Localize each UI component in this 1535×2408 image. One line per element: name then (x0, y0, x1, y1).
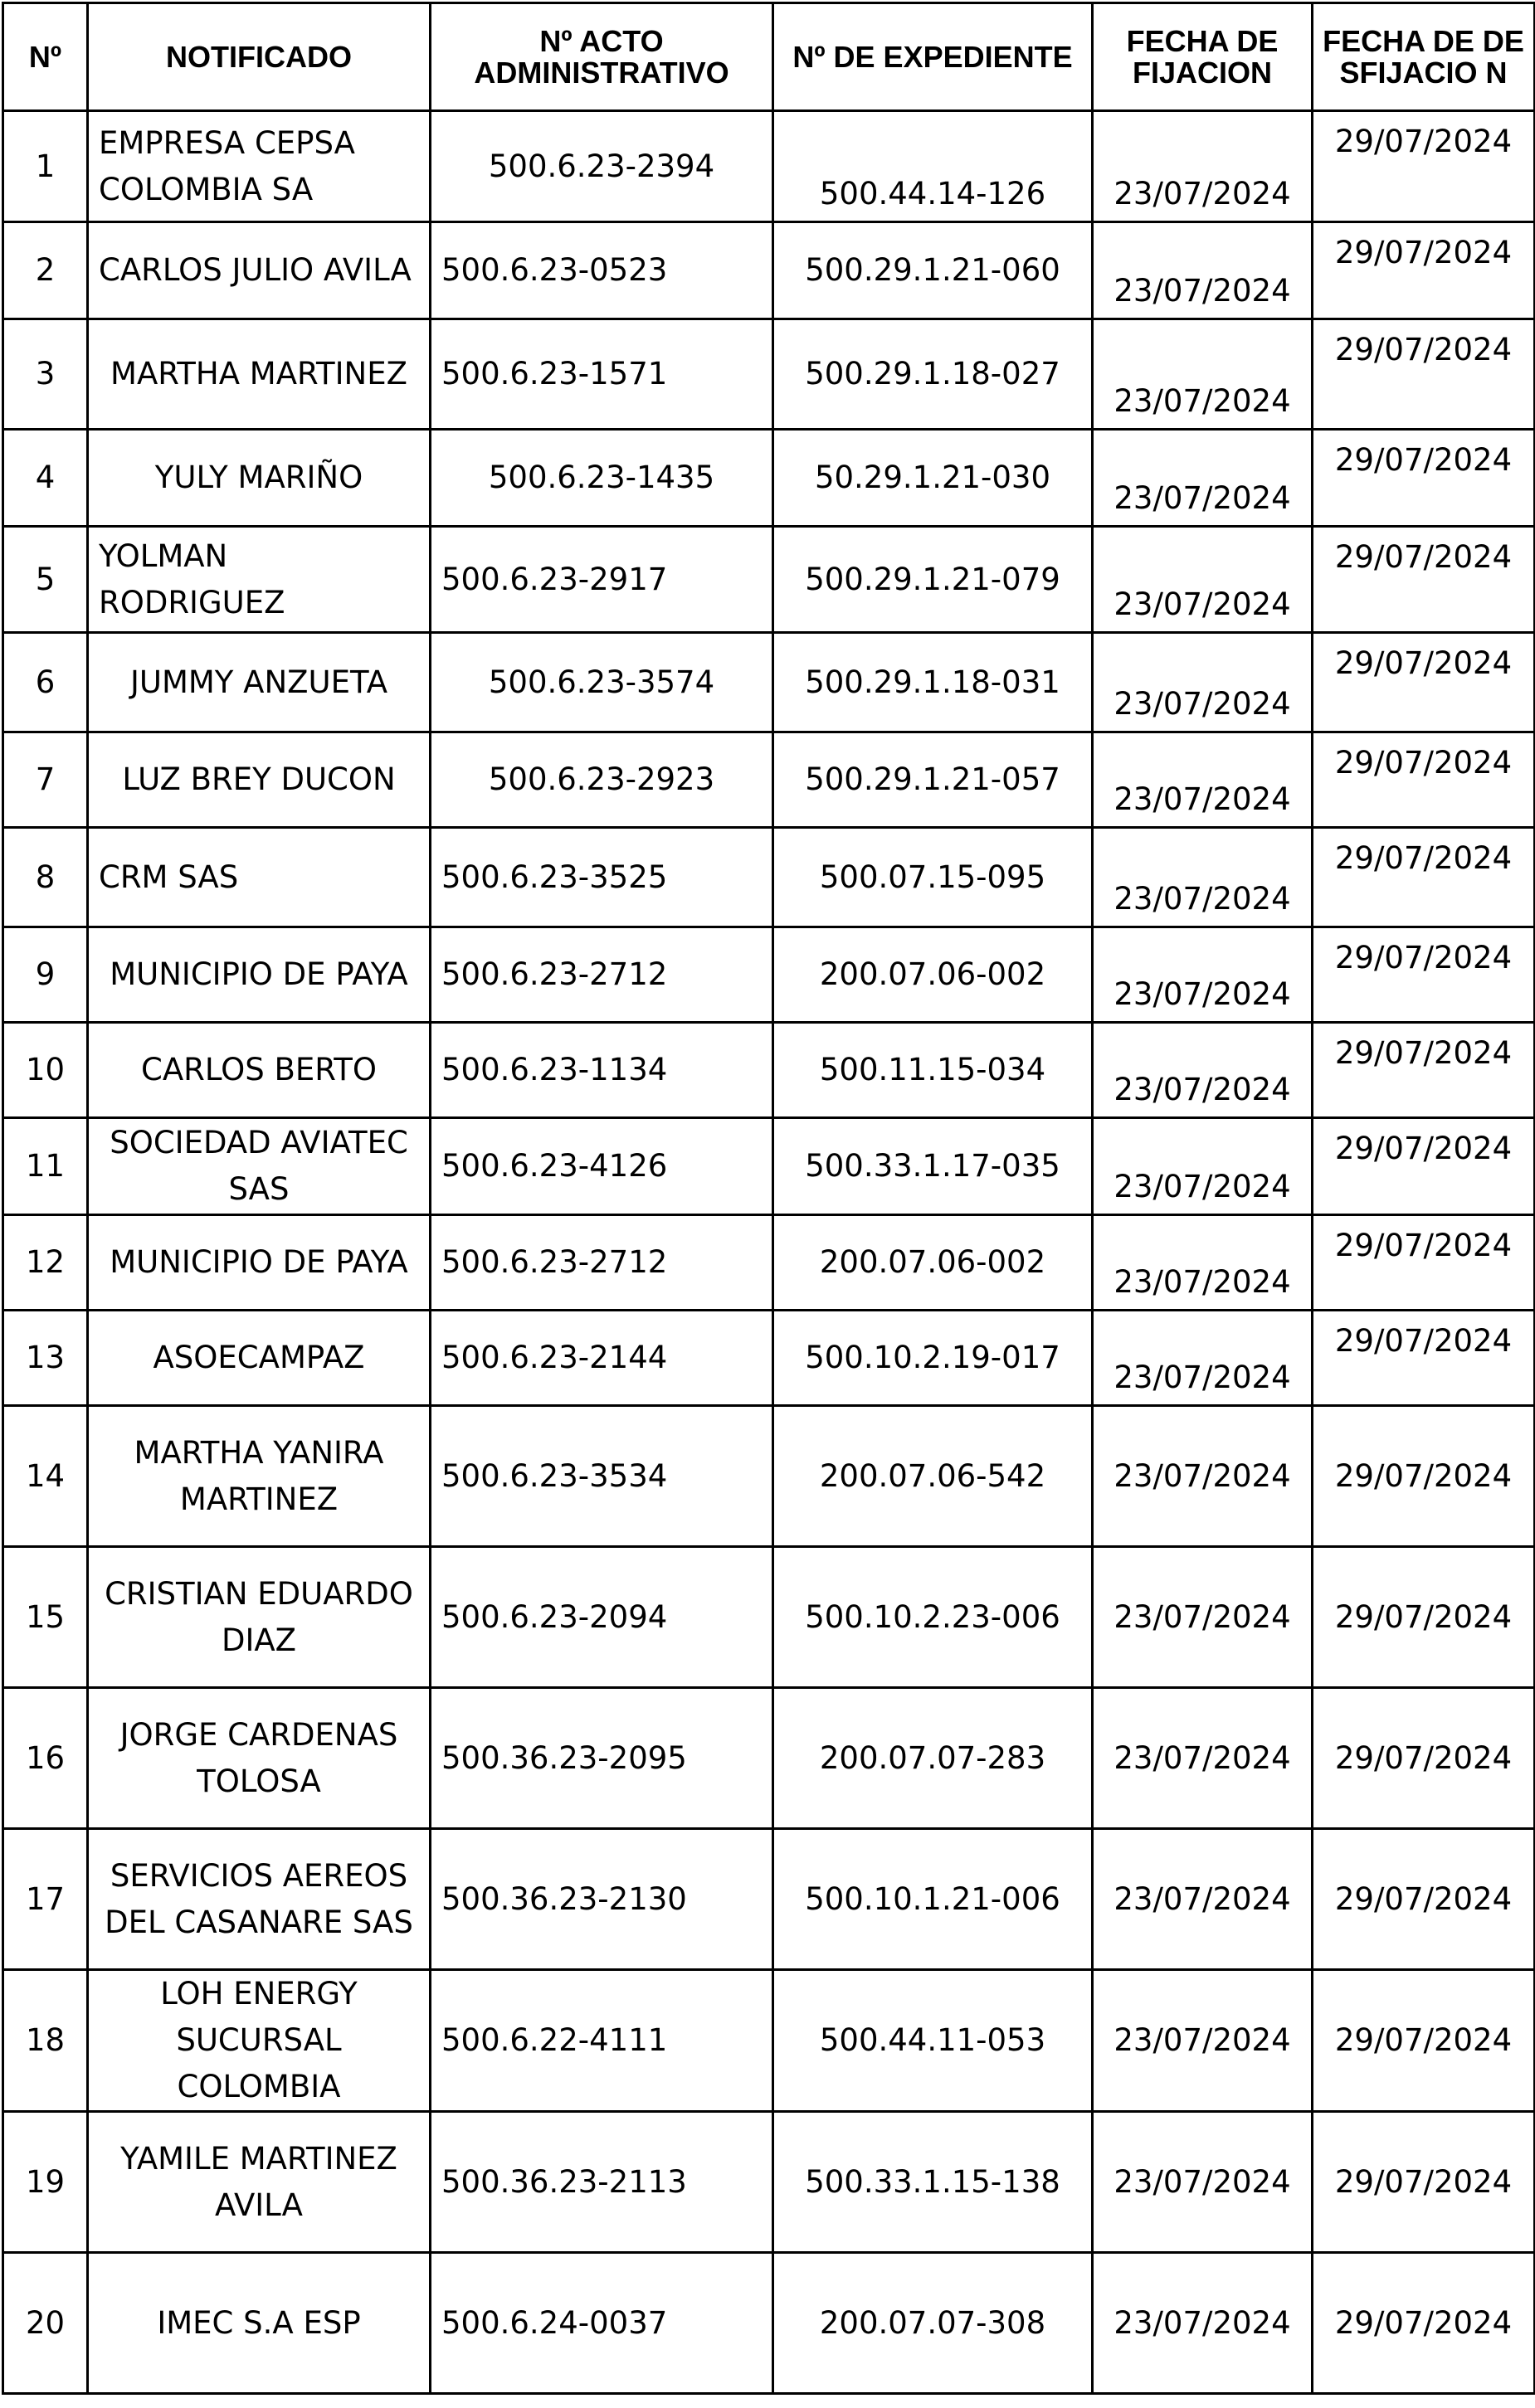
notificado-cell: CRISTIAN EDUARDO DIAZ (88, 1547, 431, 1688)
table-row (3, 2253, 1535, 2394)
fecha-desfijacion-cell: 29/07/2024 (1313, 927, 1535, 1023)
notification-table (2, 2, 1535, 2395)
notificado-cell: SOCIEDAD AVIATEC SAS (88, 1118, 431, 1215)
acto-cell: 500.36.23-2095 (431, 1688, 773, 1829)
expediente-cell: 500.33.1.15-138 (773, 2112, 1093, 2253)
acto-cell: 500.6.23-1571 (431, 319, 773, 430)
fecha-fijacion-cell: 23/07/2024 (1093, 1215, 1313, 1311)
table-row (3, 1118, 1535, 1215)
row-number: 20 (3, 2253, 88, 2394)
fecha-desfijacion-cell: 29/07/2024 (1313, 828, 1535, 927)
fecha-fijacion-cell: 23/07/2024 (1093, 633, 1313, 732)
expediente-cell: 500.29.1.18-027 (773, 319, 1093, 430)
row-number: 15 (3, 1547, 88, 1688)
fecha-desfijacion-cell: 29/07/2024 (1313, 2112, 1535, 2253)
fecha-desfijacion-cell: 29/07/2024 (1313, 1970, 1535, 2112)
row-number: 11 (3, 1118, 88, 1215)
notificado-cell: ASOECAMPAZ (88, 1311, 431, 1406)
table-row (3, 430, 1535, 527)
expediente-cell: 500.29.1.21-060 (773, 222, 1093, 319)
notificado-cell: MARTHA MARTINEZ (88, 319, 431, 430)
row-number: 4 (3, 430, 88, 527)
acto-cell: 500.6.23-2917 (431, 527, 773, 633)
table-header-row (3, 3, 1535, 111)
acto-cell: 500.6.23-1435 (431, 430, 773, 527)
fecha-desfijacion-cell: 29/07/2024 (1313, 111, 1535, 222)
acto-cell: 500.36.23-2113 (431, 2112, 773, 2253)
expediente-cell: 200.07.07-308 (773, 2253, 1093, 2394)
fecha-desfijacion-cell: 29/07/2024 (1313, 222, 1535, 319)
row-number: 7 (3, 732, 88, 828)
fecha-desfijacion-cell: 29/07/2024 (1313, 1118, 1535, 1215)
expediente-cell: 500.10.2.23-006 (773, 1547, 1093, 1688)
fecha-fijacion-cell: 23/07/2024 (1093, 1118, 1313, 1215)
fecha-desfijacion-cell: 29/07/2024 (1313, 1406, 1535, 1547)
table-row (3, 111, 1535, 222)
expediente-cell: 50.29.1.21-030 (773, 430, 1093, 527)
table-row (3, 1311, 1535, 1406)
notificado-cell: CARLOS BERTO (88, 1023, 431, 1118)
header-notificado: NOTIFICADO (88, 3, 431, 111)
notificado-cell: MUNICIPIO DE PAYA (88, 927, 431, 1023)
acto-cell: 500.6.23-0523 (431, 222, 773, 319)
expediente-cell: 200.07.06-542 (773, 1406, 1093, 1547)
fecha-fijacion-cell: 23/07/2024 (1093, 927, 1313, 1023)
row-number: 17 (3, 1829, 88, 1970)
acto-cell: 500.6.23-3574 (431, 633, 773, 732)
row-number: 8 (3, 828, 88, 927)
acto-cell: 500.6.23-3525 (431, 828, 773, 927)
table-row (3, 633, 1535, 732)
notificado-cell: YOLMAN RODRIGUEZ (88, 527, 431, 633)
fecha-fijacion-cell: 23/07/2024 (1093, 1970, 1313, 2112)
notificado-cell: IMEC S.A ESP (88, 2253, 431, 2394)
fecha-desfijacion-cell: 29/07/2024 (1313, 633, 1535, 732)
notificado-cell: YULY MARIÑO (88, 430, 431, 527)
fecha-desfijacion-cell: 29/07/2024 (1313, 732, 1535, 828)
acto-cell: 500.6.22-4111 (431, 1970, 773, 2112)
expediente-cell: 500.29.1.21-079 (773, 527, 1093, 633)
notificado-cell: JORGE CARDENAS TOLOSA (88, 1688, 431, 1829)
fecha-fijacion-cell: 23/07/2024 (1093, 1311, 1313, 1406)
fecha-desfijacion-cell: 29/07/2024 (1313, 1688, 1535, 1829)
fecha-fijacion-cell: 23/07/2024 (1093, 222, 1313, 319)
notificado-cell: LOH ENERGY SUCURSAL COLOMBIA (88, 1970, 431, 2112)
expediente-cell: 200.07.07-283 (773, 1688, 1093, 1829)
header-no: Nº (3, 3, 88, 111)
row-number: 6 (3, 633, 88, 732)
acto-cell: 500.6.23-2394 (431, 111, 773, 222)
fecha-desfijacion-cell: 29/07/2024 (1313, 1311, 1535, 1406)
table-row (3, 1547, 1535, 1688)
row-number: 19 (3, 2112, 88, 2253)
notificado-cell: EMPRESA CEPSA COLOMBIA SA (88, 111, 431, 222)
row-number: 3 (3, 319, 88, 430)
notificado-cell: LUZ BREY DUCON (88, 732, 431, 828)
expediente-cell: 500.44.11-053 (773, 1970, 1093, 2112)
notificado-cell: CARLOS JULIO AVILA (88, 222, 431, 319)
row-number: 2 (3, 222, 88, 319)
table-row (3, 222, 1535, 319)
row-number: 5 (3, 527, 88, 633)
fecha-desfijacion-cell: 29/07/2024 (1313, 1023, 1535, 1118)
fecha-desfijacion-cell: 29/07/2024 (1313, 1215, 1535, 1311)
fecha-desfijacion-cell: 29/07/2024 (1313, 1547, 1535, 1688)
expediente-cell: 500.10.2.19-017 (773, 1311, 1093, 1406)
fecha-desfijacion-cell: 29/07/2024 (1313, 2253, 1535, 2394)
acto-cell: 500.6.23-3534 (431, 1406, 773, 1547)
fecha-fijacion-cell: 23/07/2024 (1093, 430, 1313, 527)
acto-cell: 500.6.23-2144 (431, 1311, 773, 1406)
table-row (3, 2112, 1535, 2253)
row-number: 9 (3, 927, 88, 1023)
acto-cell: 500.6.23-2712 (431, 927, 773, 1023)
fecha-fijacion-cell: 23/07/2024 (1093, 828, 1313, 927)
notificado-cell: SERVICIOS AEREOS DEL CASANARE SAS (88, 1829, 431, 1970)
fecha-fijacion-cell: 23/07/2024 (1093, 527, 1313, 633)
notificado-cell: YAMILE MARTINEZ AVILA (88, 2112, 431, 2253)
acto-cell: 500.6.23-4126 (431, 1118, 773, 1215)
fecha-fijacion-cell: 23/07/2024 (1093, 1023, 1313, 1118)
fecha-fijacion-cell: 23/07/2024 (1093, 1688, 1313, 1829)
table-row (3, 732, 1535, 828)
table-row (3, 1215, 1535, 1311)
notificado-cell: MARTHA YANIRA MARTINEZ (88, 1406, 431, 1547)
fecha-desfijacion-cell: 29/07/2024 (1313, 527, 1535, 633)
table-row (3, 527, 1535, 633)
fecha-desfijacion-cell: 29/07/2024 (1313, 319, 1535, 430)
table-row (3, 319, 1535, 430)
expediente-cell: 500.44.14-126 (773, 111, 1093, 222)
row-number: 1 (3, 111, 88, 222)
expediente-cell: 500.07.15-095 (773, 828, 1093, 927)
fecha-fijacion-cell: 23/07/2024 (1093, 732, 1313, 828)
table-row (3, 828, 1535, 927)
acto-cell: 500.36.23-2130 (431, 1829, 773, 1970)
table-row (3, 1970, 1535, 2112)
row-number: 18 (3, 1970, 88, 2112)
expediente-cell: 200.07.06-002 (773, 1215, 1093, 1311)
row-number: 12 (3, 1215, 88, 1311)
fecha-fijacion-cell: 23/07/2024 (1093, 319, 1313, 430)
fecha-desfijacion-cell: 29/07/2024 (1313, 1829, 1535, 1970)
fecha-fijacion-cell: 23/07/2024 (1093, 2112, 1313, 2253)
acto-cell: 500.6.24-0037 (431, 2253, 773, 2394)
fecha-fijacion-cell: 23/07/2024 (1093, 1547, 1313, 1688)
expediente-cell: 500.29.1.18-031 (773, 633, 1093, 732)
acto-cell: 500.6.23-2712 (431, 1215, 773, 1311)
fecha-desfijacion-cell: 29/07/2024 (1313, 430, 1535, 527)
table-row (3, 1406, 1535, 1547)
row-number: 13 (3, 1311, 88, 1406)
fecha-fijacion-cell: 23/07/2024 (1093, 1829, 1313, 1970)
fecha-fijacion-cell: 23/07/2024 (1093, 111, 1313, 222)
row-number: 16 (3, 1688, 88, 1829)
header-desfijacion: FECHA DE DESFIJACIO N (1313, 3, 1535, 111)
acto-cell: 500.6.23-1134 (431, 1023, 773, 1118)
notificado-cell: CRM SAS (88, 828, 431, 927)
row-number: 10 (3, 1023, 88, 1118)
header-expediente: Nº DE EXPEDIENTE (773, 3, 1093, 111)
fecha-fijacion-cell: 23/07/2024 (1093, 2253, 1313, 2394)
table-row (3, 1688, 1535, 1829)
expediente-cell: 200.07.06-002 (773, 927, 1093, 1023)
acto-cell: 500.6.23-2094 (431, 1547, 773, 1688)
expediente-cell: 500.33.1.17-035 (773, 1118, 1093, 1215)
expediente-cell: 500.11.15-034 (773, 1023, 1093, 1118)
notificado-cell: JUMMY ANZUETA (88, 633, 431, 732)
table-row (3, 1023, 1535, 1118)
header-acto: Nº ACTO ADMINISTRATIVO (431, 3, 773, 111)
fecha-fijacion-cell: 23/07/2024 (1093, 1406, 1313, 1547)
table-row (3, 927, 1535, 1023)
expediente-cell: 500.10.1.21-006 (773, 1829, 1093, 1970)
table-row (3, 1829, 1535, 1970)
header-fijacion: FECHA DE FIJACION (1093, 3, 1313, 111)
notificado-cell: MUNICIPIO DE PAYA (88, 1215, 431, 1311)
row-number: 14 (3, 1406, 88, 1547)
expediente-cell: 500.29.1.21-057 (773, 732, 1093, 828)
acto-cell: 500.6.23-2923 (431, 732, 773, 828)
